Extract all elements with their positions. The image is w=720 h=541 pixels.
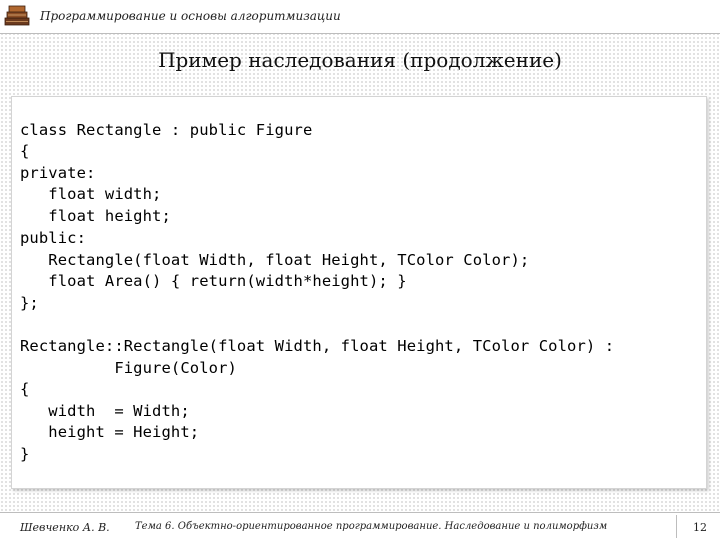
book-stack-icon: [4, 3, 30, 27]
code-line: {: [20, 142, 30, 160]
code-line: Rectangle(float Width, float Height, TColor Color);: [20, 251, 530, 269]
page-number-box: [676, 515, 716, 538]
code-line: class Rectangle : public Figure: [20, 121, 313, 139]
code-line: Figure(Color): [20, 359, 237, 377]
code-line: float height;: [20, 207, 171, 225]
code-line: width = Width;: [20, 402, 190, 420]
footer-author: Шевченко А. В.: [20, 521, 110, 534]
code-line: float Area() { return(width*height); }: [20, 272, 407, 290]
code-line: float width;: [20, 185, 162, 203]
slide-title: Пример наследования (продолжение): [158, 48, 562, 72]
header-bar: [0, 0, 720, 34]
code-line: }: [20, 445, 30, 463]
footer-topic: Тема 6. Объектно-ориентированное программирование. Наследование и полиморфизм: [135, 521, 608, 532]
code-line: private:: [20, 164, 96, 182]
page-number: 12: [693, 521, 707, 534]
code-line: {: [20, 380, 30, 398]
code-line: public:: [20, 229, 87, 247]
footer-bar: [0, 512, 720, 541]
code-block: [11, 96, 707, 489]
course-title: Программирование и основы алгоритмизации: [40, 9, 341, 23]
code-line: height = Height;: [20, 423, 200, 441]
code-line: Rectangle::Rectangle(float Width, float Height, TColor Color) :: [20, 337, 615, 355]
code-line: };: [20, 294, 39, 312]
